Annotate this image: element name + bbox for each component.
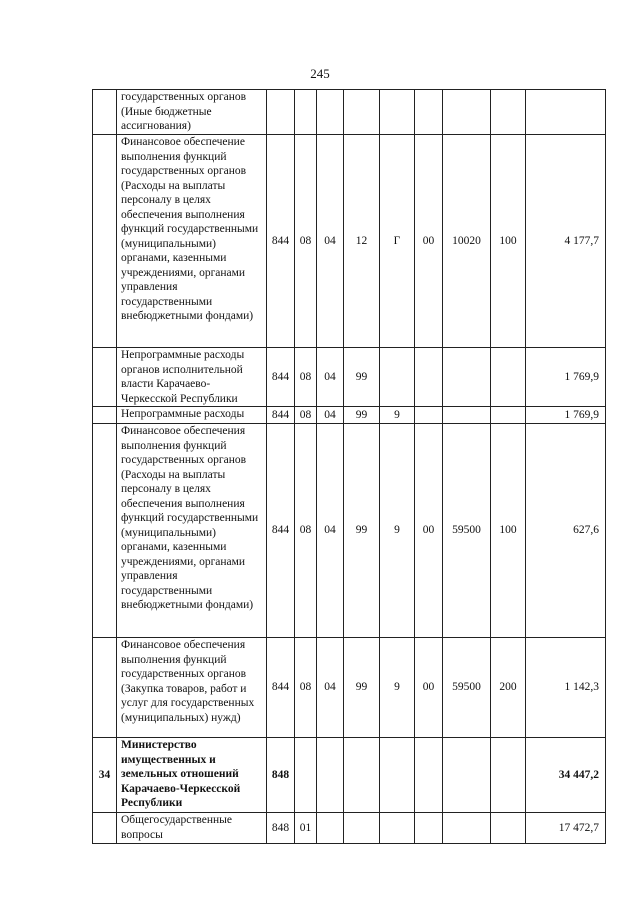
code-subsection: 04 xyxy=(317,135,344,348)
code-ministry: 844 xyxy=(267,424,295,638)
code-main-activity xyxy=(415,813,443,844)
code-direction: 59500 xyxy=(443,424,491,638)
amount: 34 447,2 xyxy=(526,738,606,813)
code-section: 01 xyxy=(295,813,317,844)
code-main-activity: 00 xyxy=(415,135,443,348)
row-name: Финансовое обеспечение выполнения функций государственных органов (Расходы на выплаты персоналу в целях обеспечения выполнения функций государственными (муниципальными) органами, казенными учреждениями, органами управления государственными внебюджетными фондами) xyxy=(117,135,267,348)
code-subsection xyxy=(317,90,344,135)
code-subsection: 04 xyxy=(317,424,344,638)
row-number xyxy=(93,813,117,844)
table-row xyxy=(93,424,606,638)
page-number: 245 xyxy=(310,66,330,81)
row-name: Непрограммные расходы xyxy=(117,407,267,424)
code-subprogram xyxy=(380,813,415,844)
code-ministry xyxy=(267,90,295,135)
code-subsection xyxy=(317,738,344,813)
row-name: Финансовое обеспечения выполнения функций государственных органов (Расходы на выплаты персоналу в целях обеспечения выполнения функций государственными (муниципальными) органами, казенными учреждениями, органами управления государственными внебюджетными фондами) xyxy=(117,424,267,638)
code-subsection: 04 xyxy=(317,407,344,424)
code-program xyxy=(344,90,380,135)
code-direction xyxy=(443,90,491,135)
code-subprogram: 9 xyxy=(380,407,415,424)
code-section: 08 xyxy=(295,424,317,638)
code-expense-type xyxy=(491,348,526,407)
row-name: Общегосударственные вопросы xyxy=(117,813,267,844)
row-number xyxy=(93,135,117,348)
code-direction xyxy=(443,738,491,813)
row-name: государственных органов (Иные бюджетные ассигнования) xyxy=(117,90,267,135)
code-direction xyxy=(443,813,491,844)
code-ministry: 848 xyxy=(267,738,295,813)
code-direction xyxy=(443,407,491,424)
amount: 1 769,9 xyxy=(526,348,606,407)
code-subsection xyxy=(317,813,344,844)
code-subprogram xyxy=(380,90,415,135)
amount: 17 472,7 xyxy=(526,813,606,844)
amount: 627,6 xyxy=(526,424,606,638)
table-row xyxy=(93,90,606,135)
amount: 1 769,9 xyxy=(526,407,606,424)
code-main-activity xyxy=(415,348,443,407)
row-name: Министерство имущественных и земельных отношений Карачаево-Черкесской Республики xyxy=(117,738,267,813)
code-ministry: 844 xyxy=(267,348,295,407)
code-expense-type xyxy=(491,407,526,424)
table-row xyxy=(93,407,606,424)
row-name: Финансовое обеспечения выполнения функций государственных органов (Закупка товаров, работ и услуг для государственных (муниципальных) нужд) xyxy=(117,638,267,738)
code-expense-type: 100 xyxy=(491,135,526,348)
code-section: 08 xyxy=(295,348,317,407)
code-main-activity xyxy=(415,90,443,135)
code-main-activity xyxy=(415,407,443,424)
row-number xyxy=(93,348,117,407)
code-expense-type xyxy=(491,813,526,844)
code-section: 08 xyxy=(295,407,317,424)
code-expense-type: 200 xyxy=(491,638,526,738)
code-program xyxy=(344,813,380,844)
table-row xyxy=(93,813,606,844)
code-subprogram xyxy=(380,348,415,407)
code-direction: 59500 xyxy=(443,638,491,738)
row-name: Непрограммные расходы органов исполнительной власти Карачаево-Черкесской Республики xyxy=(117,348,267,407)
code-direction xyxy=(443,348,491,407)
code-program: 99 xyxy=(344,407,380,424)
code-subprogram: 9 xyxy=(380,638,415,738)
code-subprogram xyxy=(380,738,415,813)
amount: 1 142,3 xyxy=(526,638,606,738)
budget-table xyxy=(92,89,606,844)
code-ministry: 844 xyxy=(267,135,295,348)
row-number xyxy=(93,407,117,424)
code-subsection: 04 xyxy=(317,638,344,738)
code-ministry: 844 xyxy=(267,638,295,738)
code-subprogram: 9 xyxy=(380,424,415,638)
code-main-activity: 00 xyxy=(415,638,443,738)
row-number xyxy=(93,90,117,135)
code-section: 08 xyxy=(295,135,317,348)
row-number xyxy=(93,638,117,738)
code-program xyxy=(344,738,380,813)
code-program: 12 xyxy=(344,135,380,348)
code-section xyxy=(295,738,317,813)
code-program: 99 xyxy=(344,424,380,638)
amount xyxy=(526,90,606,135)
code-direction: 10020 xyxy=(443,135,491,348)
code-expense-type xyxy=(491,738,526,813)
table-row xyxy=(93,638,606,738)
row-number xyxy=(93,424,117,638)
code-section: 08 xyxy=(295,638,317,738)
code-ministry: 844 xyxy=(267,407,295,424)
table-body xyxy=(93,90,606,844)
code-subsection: 04 xyxy=(317,348,344,407)
code-program: 99 xyxy=(344,348,380,407)
code-expense-type: 100 xyxy=(491,424,526,638)
table-row xyxy=(93,348,606,407)
table-row xyxy=(93,135,606,348)
amount: 4 177,7 xyxy=(526,135,606,348)
code-main-activity xyxy=(415,738,443,813)
table-row-ministry xyxy=(93,738,606,813)
code-ministry: 848 xyxy=(267,813,295,844)
code-subprogram: Г xyxy=(380,135,415,348)
row-number: 34 xyxy=(93,738,117,813)
code-main-activity: 00 xyxy=(415,424,443,638)
code-program: 99 xyxy=(344,638,380,738)
code-section xyxy=(295,90,317,135)
code-expense-type xyxy=(491,90,526,135)
